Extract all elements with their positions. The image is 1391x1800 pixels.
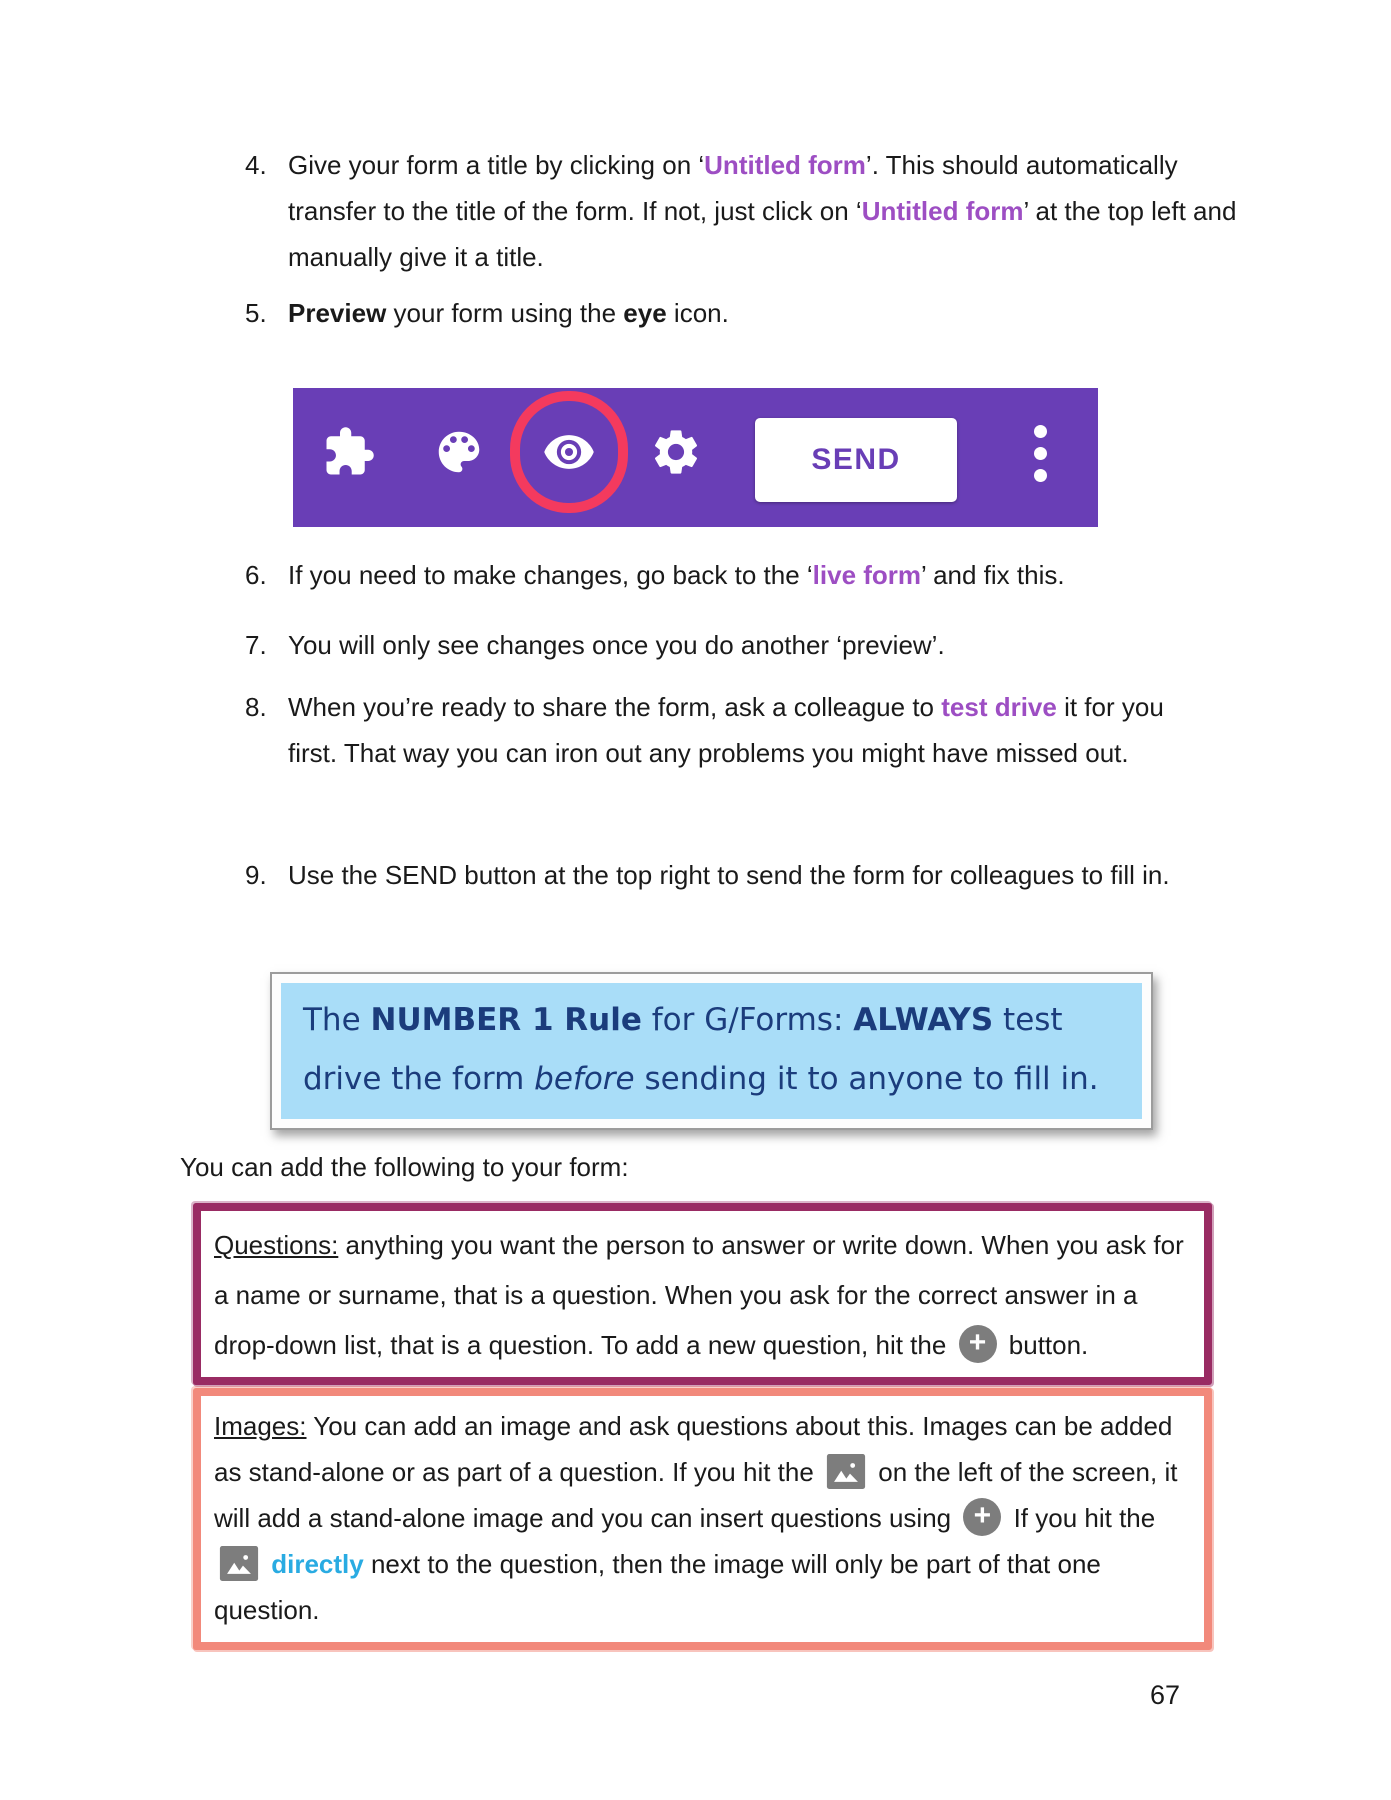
rule-callout-text: The NUMBER 1 Rule for G/Forms: ALWAYS test drive the form before sending it to anyone to fill in. [303, 1002, 1099, 1097]
list-item-text: Give your form a title by clicking on ‘Untitled form’. This should automatically transfer to the title of the form. If not, just click on ‘Untitled form’ at the top left and manually give it a title. [288, 150, 1237, 272]
page-number: 67 [1150, 1680, 1181, 1710]
plus-icon: + [959, 1325, 997, 1363]
puzzle-addon-icon [322, 425, 376, 479]
questions-callout-text: Questions: anything you want the person to answer or write down. When you ask for a name or surname, that is a question. When you ask for the correct answer in a drop-down list, that is a question. To add a new question, hit the + button. [214, 1220, 1190, 1370]
list-item-6 [245, 552, 1248, 598]
image-icon [219, 1546, 259, 1581]
images-callout [193, 1388, 1212, 1650]
send-button-label: SEND [811, 443, 901, 476]
list-item-number: 9. [245, 860, 267, 890]
eye-preview-icon [542, 425, 596, 479]
rule-callout [270, 972, 1153, 1130]
list-item-text: When you’re ready to share the form, ask a colleague to test drive it for you first. That way you can iron out any problems you might have missed out. [288, 692, 1164, 768]
list-item-4 [245, 142, 1238, 280]
intro-text: You can add the following to your form: [180, 1152, 629, 1182]
toolbar-screenshot [293, 388, 1098, 527]
rule-callout-background [281, 983, 1142, 1119]
plus-icon: + [963, 1498, 1001, 1536]
list-item-number: 8. [245, 692, 267, 722]
list-item-text: Preview your form using the eye icon. [288, 298, 729, 328]
list-item-number: 6. [245, 560, 267, 590]
list-item-8 [245, 684, 1198, 776]
send-button [755, 418, 957, 502]
list-item-text: If you need to make changes, go back to the ‘live form’ and fix this. [288, 560, 1065, 590]
list-item-number: 7. [245, 630, 267, 660]
list-item-text: Use the SEND button at the top right to send the form for colleagues to fill in. [288, 860, 1170, 890]
image-icon [826, 1454, 866, 1489]
gear-settings-icon [649, 425, 703, 479]
list-item-number: 5. [245, 298, 267, 328]
palette-theme-icon [432, 425, 486, 479]
images-callout-text: Images: You can add an image and ask questions about this. Images can be added as stand-alone or as part of a question. If you hit the on the left of the screen, it will add a stand-alone image and you can insert questions using + If you hit the directly next to the question, then the image will only be part of that one question. [214, 1411, 1178, 1625]
list-item-7 [245, 622, 945, 668]
list-item-number: 4. [245, 150, 267, 180]
more-options-icon [1034, 425, 1048, 491]
list-item-5 [245, 290, 729, 336]
list-item-text: You will only see changes once you do another ‘preview’. [288, 630, 945, 660]
questions-callout [193, 1203, 1212, 1385]
list-item-9 [245, 852, 1238, 898]
